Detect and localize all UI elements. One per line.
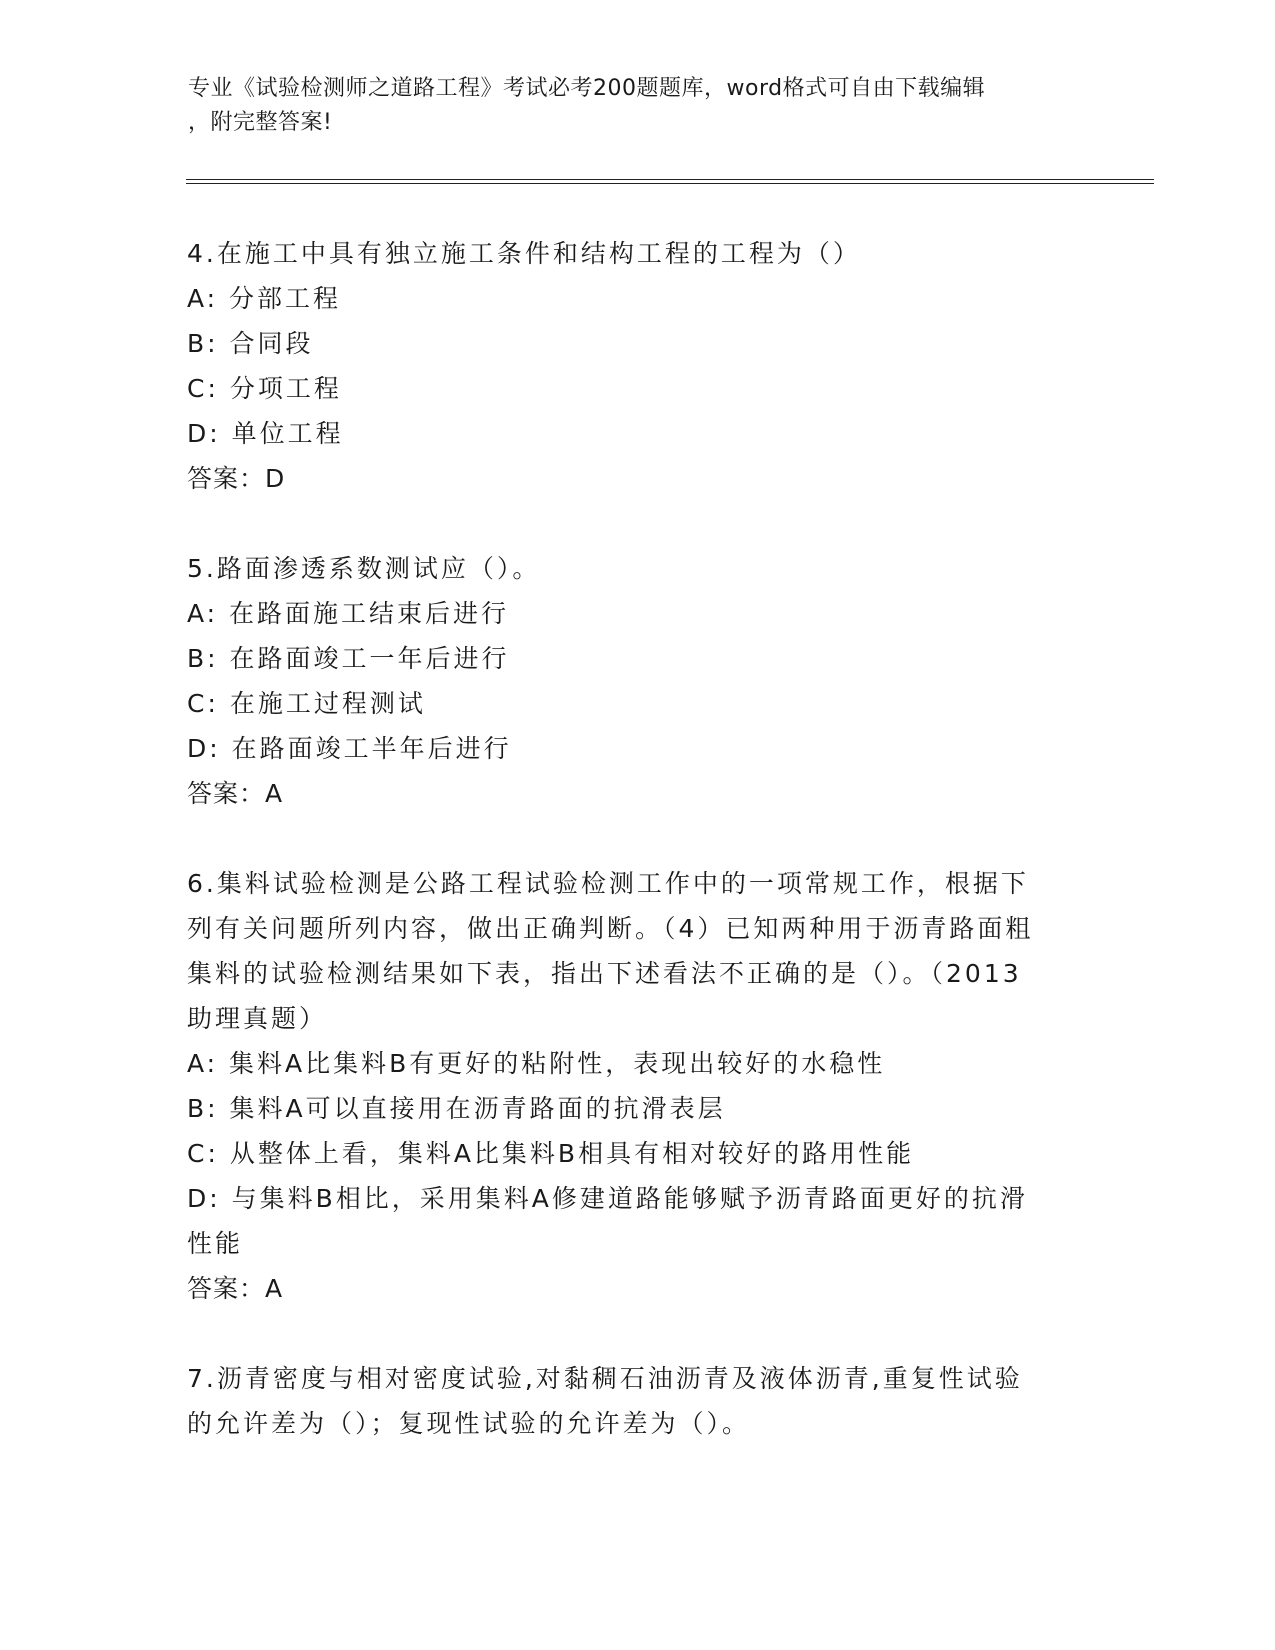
question-5 xyxy=(187,546,1087,816)
option-d-continued: 性能 xyxy=(187,1229,244,1258)
question-stem-line: 列有关问题所列内容，做出正确判断。（4）已知两种用于沥青路面粗 xyxy=(187,914,1034,943)
option-a: A: 在路面施工结束后进行 xyxy=(187,599,510,628)
option-d: D: 与集料B相比，采用集料A修建道路能够赋予沥青路面更好的抗滑 xyxy=(187,1184,1028,1213)
option-a: A: 集料A比集料B有更好的粘附性，表现出较好的水稳性 xyxy=(187,1049,886,1078)
question-stem-line: 的允许差为（）；复现性试验的允许差为（）。 xyxy=(187,1409,751,1438)
question-stem-line: 7.沥青密度与相对密度试验,对黏稠石油沥青及液体沥青,重复性试验 xyxy=(187,1364,1023,1393)
header-line-2: ，附完整答案! xyxy=(188,110,333,135)
option-b: B: 在路面竣工一年后进行 xyxy=(187,644,510,673)
question-stem xyxy=(187,546,1087,591)
option-d: D: 单位工程 xyxy=(187,419,344,448)
header-divider-top xyxy=(186,179,1154,180)
answer-text: 答案：A xyxy=(187,1274,284,1303)
question-stem xyxy=(187,231,1087,276)
option-a: A: 分部工程 xyxy=(187,284,342,313)
option-d: D: 在路面竣工半年后进行 xyxy=(187,734,512,763)
question-4 xyxy=(187,231,1087,501)
option-c: C: 分项工程 xyxy=(187,374,342,403)
question-stem-line: 助理真题） xyxy=(187,1004,328,1033)
question-stem-line: 5.路面渗透系数测试应（）。 xyxy=(187,554,541,583)
answer-text: 答案：A xyxy=(187,779,284,808)
question-stem-line: 6.集料试验检测是公路工程试验检测工作中的一项常规工作，根据下 xyxy=(187,869,1029,898)
option-c: C: 从整体上看，集料A比集料B相具有相对较好的路用性能 xyxy=(187,1139,915,1168)
header-divider-bottom xyxy=(186,183,1154,184)
question-7 xyxy=(187,1356,1087,1446)
option-c: C: 在施工过程测试 xyxy=(187,689,426,718)
header-line-1: 专业《试验检测师之道路工程》考试必考200题题库，word格式可自由下载编辑 xyxy=(188,76,986,101)
question-list xyxy=(187,231,1087,1491)
option-b: B: 集料A可以直接用在沥青路面的抗滑表层 xyxy=(187,1094,726,1123)
answer-text: 答案：D xyxy=(187,464,286,493)
question-stem xyxy=(187,861,1087,1041)
question-stem-line: 4.在施工中具有独立施工条件和结构工程的工程为（） xyxy=(187,239,861,268)
question-stem-line: 集料的试验检测结果如下表，指出下述看法不正确的是（）。（2013 xyxy=(187,959,1022,988)
question-stem xyxy=(187,1356,1087,1446)
option-b: B: 合同段 xyxy=(187,329,314,358)
question-6 xyxy=(187,861,1087,1311)
document-header xyxy=(188,72,1068,140)
